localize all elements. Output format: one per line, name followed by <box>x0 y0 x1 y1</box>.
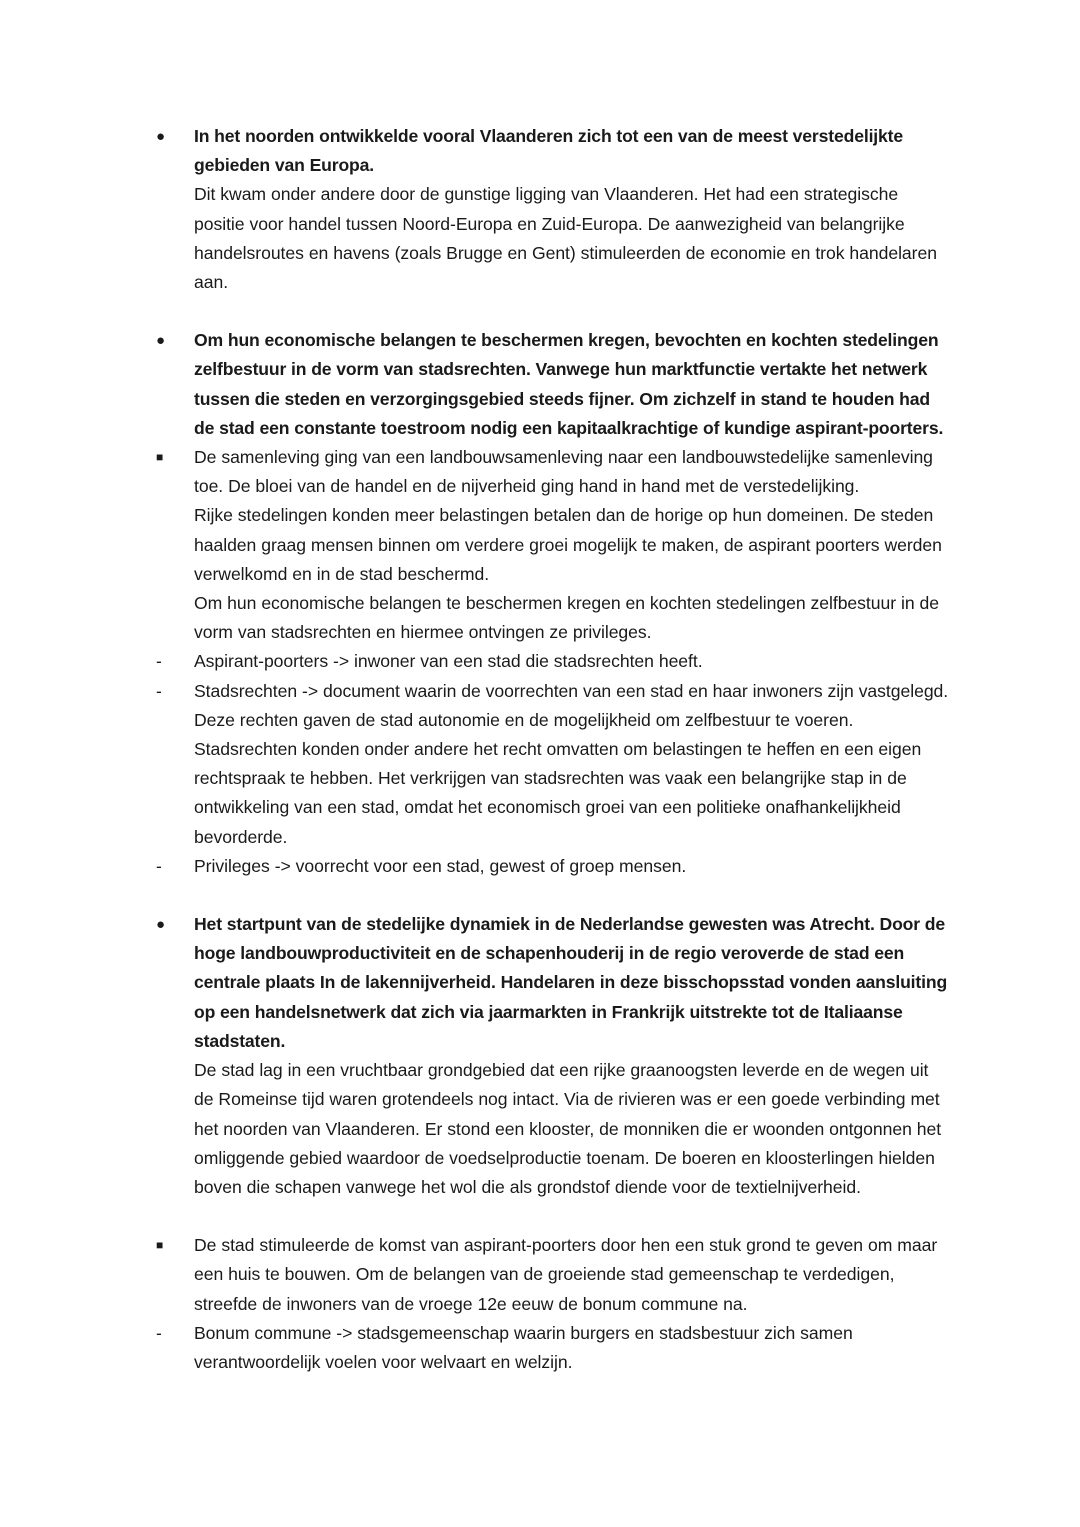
paragraph-spacer <box>156 297 950 326</box>
heading-text: In het noorden ontwikkelde vooral Vlaanderen zich tot een van de meest verstedelijkte gebieden van Europa. <box>194 126 904 176</box>
disc-bullet-icon: ● <box>156 128 166 145</box>
disc-bullet-icon: ● <box>156 916 166 934</box>
bullet-item-stadsrechten <box>156 326 950 443</box>
body-text: Bonum commune -> stadsgemeenschap waarin burgers en stadsbestuur zich samen verantwoordelijk voelen voor welvaart en welzijn. <box>194 1322 853 1372</box>
item-content <box>194 647 950 676</box>
square-bullet-icon: ■ <box>156 450 164 465</box>
item-content <box>194 326 950 443</box>
dash-bullet-icon: - <box>156 855 162 876</box>
item-content <box>194 1231 950 1319</box>
item-content <box>194 852 950 881</box>
paragraph-spacer <box>156 1202 950 1231</box>
list-item <box>156 1231 950 1319</box>
list-item <box>156 122 950 297</box>
body-text: De stad lag in een vruchtbaar grondgebied dat een rijke graanoogsten leverde en de wegen uit de Romeinse tijd waren grotendeels nog intact. Via de rivieren was er een goede verbinding met het noorden van Vlaanderen. Er stond een klooster, de monniken die er woonden ontgonnen het omliggende gebied waardoor de voedselproductie toenam. De boeren en kloosterlingen hielden boven die schapen vanwege het wol die als grondstof diende voor de textielnijverheid. <box>194 1060 942 1197</box>
item-content <box>194 443 950 647</box>
list-item <box>156 1319 950 1377</box>
body-text: De stad stimuleerde de komst van aspirant-poorters door hen een stuk grond te geven om maar een huis te bouwen. Om de belangen van de groeiende stad gemeenschap te verdedigen, streefde de inwoners van de vroege 12e eeuw de bonum commune na. <box>194 1235 938 1314</box>
disc-bullet-icon: ● <box>156 332 166 350</box>
dash-item-aspirant-poorters <box>156 647 950 676</box>
list-item <box>156 647 950 676</box>
dash-item-stadsrechten <box>156 677 950 852</box>
square-bullet-icon: ■ <box>156 1238 164 1253</box>
body-text: Aspirant-poorters -> inwoner van een stad die stadsrechten heeft. <box>194 651 703 672</box>
list-item <box>156 443 950 647</box>
bullet-item-aspirant-poorters-grond <box>156 1231 950 1319</box>
list-item <box>156 677 950 852</box>
body-text: Om hun economische belangen te beschermen kregen en kochten stedelingen zelfbestuur in de vorm van stadsrechten en hiermee ontvingen ze privileges. <box>194 593 939 643</box>
list-item <box>156 326 950 443</box>
bullet-item-vlaanderen <box>156 122 950 297</box>
list-item <box>156 852 950 881</box>
dash-bullet-icon: - <box>156 651 162 672</box>
body-text: Dit kwam onder andere door de gunstige ligging van Vlaanderen. Het had een strategische positie voor handel tussen Noord-Europa en Zuid-Europa. De aanwezigheid van belangrijke handelsroutes en havens (zoals Brugge en Gent) stimuleerden de economie en trok handelaren aan. <box>194 184 937 293</box>
body-text: Stadsrechten -> document waarin de voorrechten van een stad en haar inwoners zijn vastgelegd. Deze rechten gaven de stad autonomie en de mogelijkheid om zelfbestuur te voeren. Stadsrechten konden onder andere het recht omvatten om belastingen te heffen en een eigen rechtspraak te hebben. Het verkrijgen van stadsrechten was vaak een belangrijke stap in de ontwikkeling van een stad, omdat het economisch groei van een politieke onafhankelijkheid bevorderde. <box>194 680 949 847</box>
dash-bullet-icon: - <box>156 1322 162 1343</box>
item-content <box>194 1319 950 1377</box>
heading-text: Om hun economische belangen te beschermen kregen, bevochten en kochten stedelingen zelfbestuur in de vorm van stadsrechten. Vanwege hun marktfunctie vertakte het netwerk tussen die steden en verzorgingsgebied steeds fijner. Om zichzelf in stand te houden had de stad een constante toestroom nodig een kapitaalkrachtige of kundige aspirant-poorters. <box>194 330 944 438</box>
item-content <box>194 122 950 297</box>
item-content <box>194 910 950 1202</box>
body-text: De samenleving ging van een landbouwsamenleving naar een landbouwstedelijke samenleving toe. De bloei van de handel en de nijverheid ging hand in hand met de verstedelijking. <box>194 447 933 497</box>
document-body <box>156 122 950 1377</box>
paragraph-spacer <box>156 881 950 910</box>
dash-item-privileges <box>156 852 950 881</box>
dash-bullet-icon: - <box>156 680 162 701</box>
list-item <box>156 910 950 1202</box>
item-content <box>194 677 950 852</box>
dash-item-bonum-commune <box>156 1319 950 1377</box>
body-text: Rijke stedelingen konden meer belastingen betalen dan de horige op hun domeinen. De steden haalden graag mensen binnen om verdere groei mogelijk te maken, de aspirant poorters werden verwelkomd en in de stad beschermd. <box>194 505 942 584</box>
bullet-item-samenleving <box>156 443 950 647</box>
heading-text: Het startpunt van de stedelijke dynamiek in de Nederlandse gewesten was Atrecht. Door de hoge landbouwproductiviteit en de schapenhouderij in de regio veroverde de stad een centrale plaats In de lakennijverheid. Handelaren in deze bisschopsstad vonden aansluiting op een handelsnetwerk dat zich via jaarmarkten in Frankrijk uitstrekte tot de Italiaanse stadstaten. <box>194 914 948 1051</box>
body-text: Privileges -> voorrecht voor een stad, gewest of groep mensen. <box>194 855 687 876</box>
bullet-item-atrecht <box>156 910 950 1202</box>
